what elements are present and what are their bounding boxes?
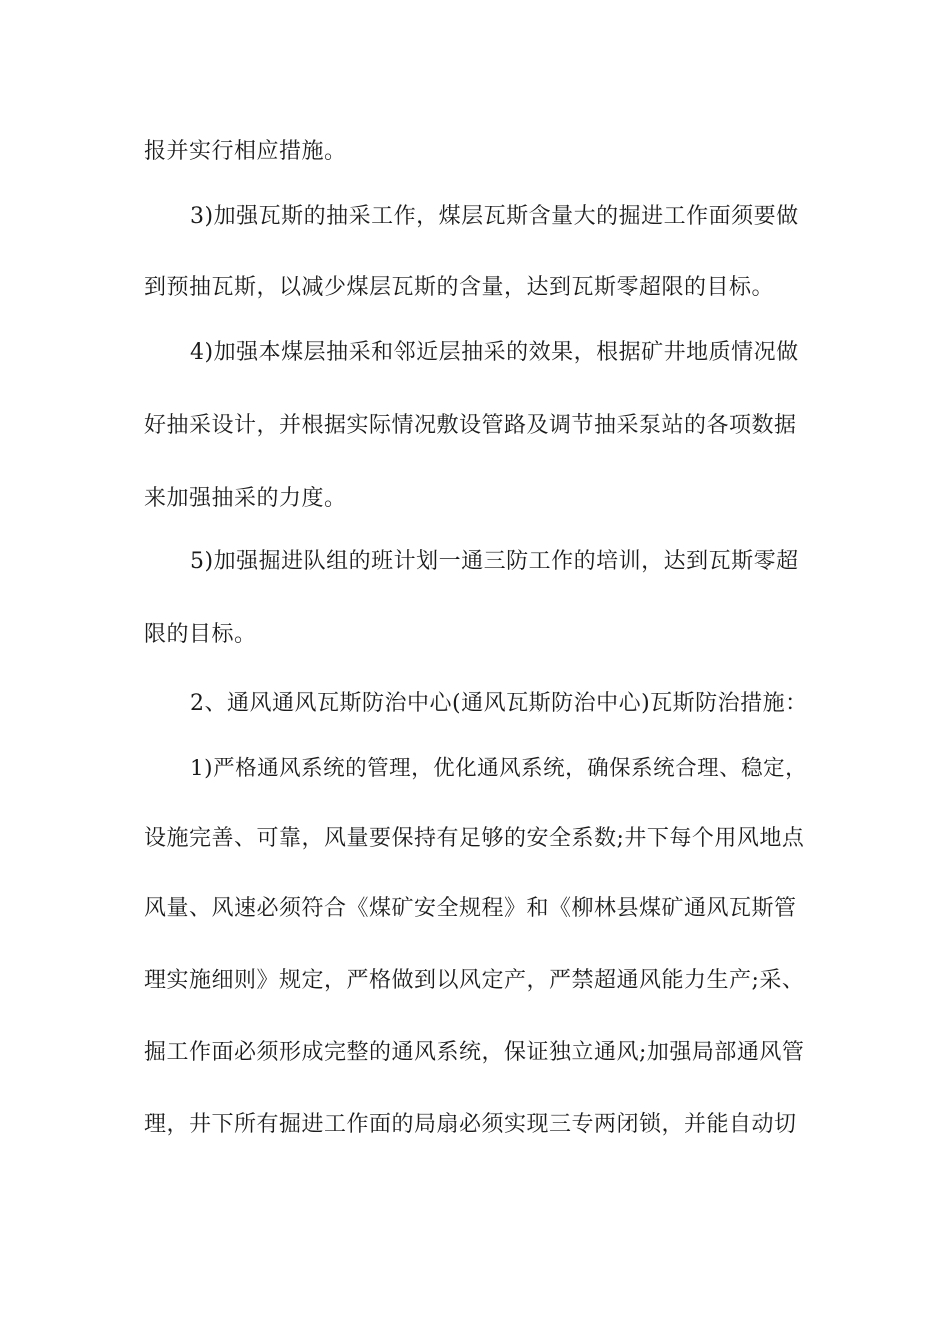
text-line-9: 2、通风通风瓦斯防治中心(通风瓦斯防治中心)瓦斯防治措施： xyxy=(190,691,808,716)
text-line-3: 到预抽瓦斯，以减少煤层瓦斯的含量，达到瓦斯零超限的目标。 xyxy=(144,275,775,300)
text-line-7: 5)加强掘进队组的班计划一通三防工作的培训，达到瓦斯零超 xyxy=(190,549,799,574)
text-line-10: 1)严格通风系统的管理，优化通风系统，确保系统合理、稳定， xyxy=(190,756,808,781)
text-line-4: 4)加强本煤层抽采和邻近层抽采的效果，根据矿井地质情况做 xyxy=(190,340,799,365)
text-line-5: 好抽采设计，并根据实际情况敷设管路及调节抽采泵站的各项数据 xyxy=(144,413,797,438)
text-line-12: 风量、风速必须符合《煤矿安全规程》和《柳林县煤矿通风瓦斯管 xyxy=(144,896,797,921)
text-line-2: 3)加强瓦斯的抽采工作，煤层瓦斯含量大的掘进工作面须要做 xyxy=(190,204,799,229)
text-line-13: 理实施细则》规定，严格做到以风定产，严禁超通风能力生产;采、 xyxy=(144,968,805,993)
text-line-15: 理，井下所有掘进工作面的局扇必须实现三专两闭锁，并能自动切 xyxy=(144,1112,797,1137)
text-line-8: 限的目标。 xyxy=(144,622,257,647)
text-line-14: 掘工作面必须形成完整的通风系统，保证独立通风;加强局部通风管 xyxy=(144,1040,805,1065)
text-line-11: 设施完善、可靠，风量要保持有足够的安全系数;井下每个用风地点 xyxy=(144,826,805,851)
text-line-6: 来加强抽采的力度。 xyxy=(144,486,347,511)
text-line-1: 报并实行相应措施。 xyxy=(144,139,347,164)
